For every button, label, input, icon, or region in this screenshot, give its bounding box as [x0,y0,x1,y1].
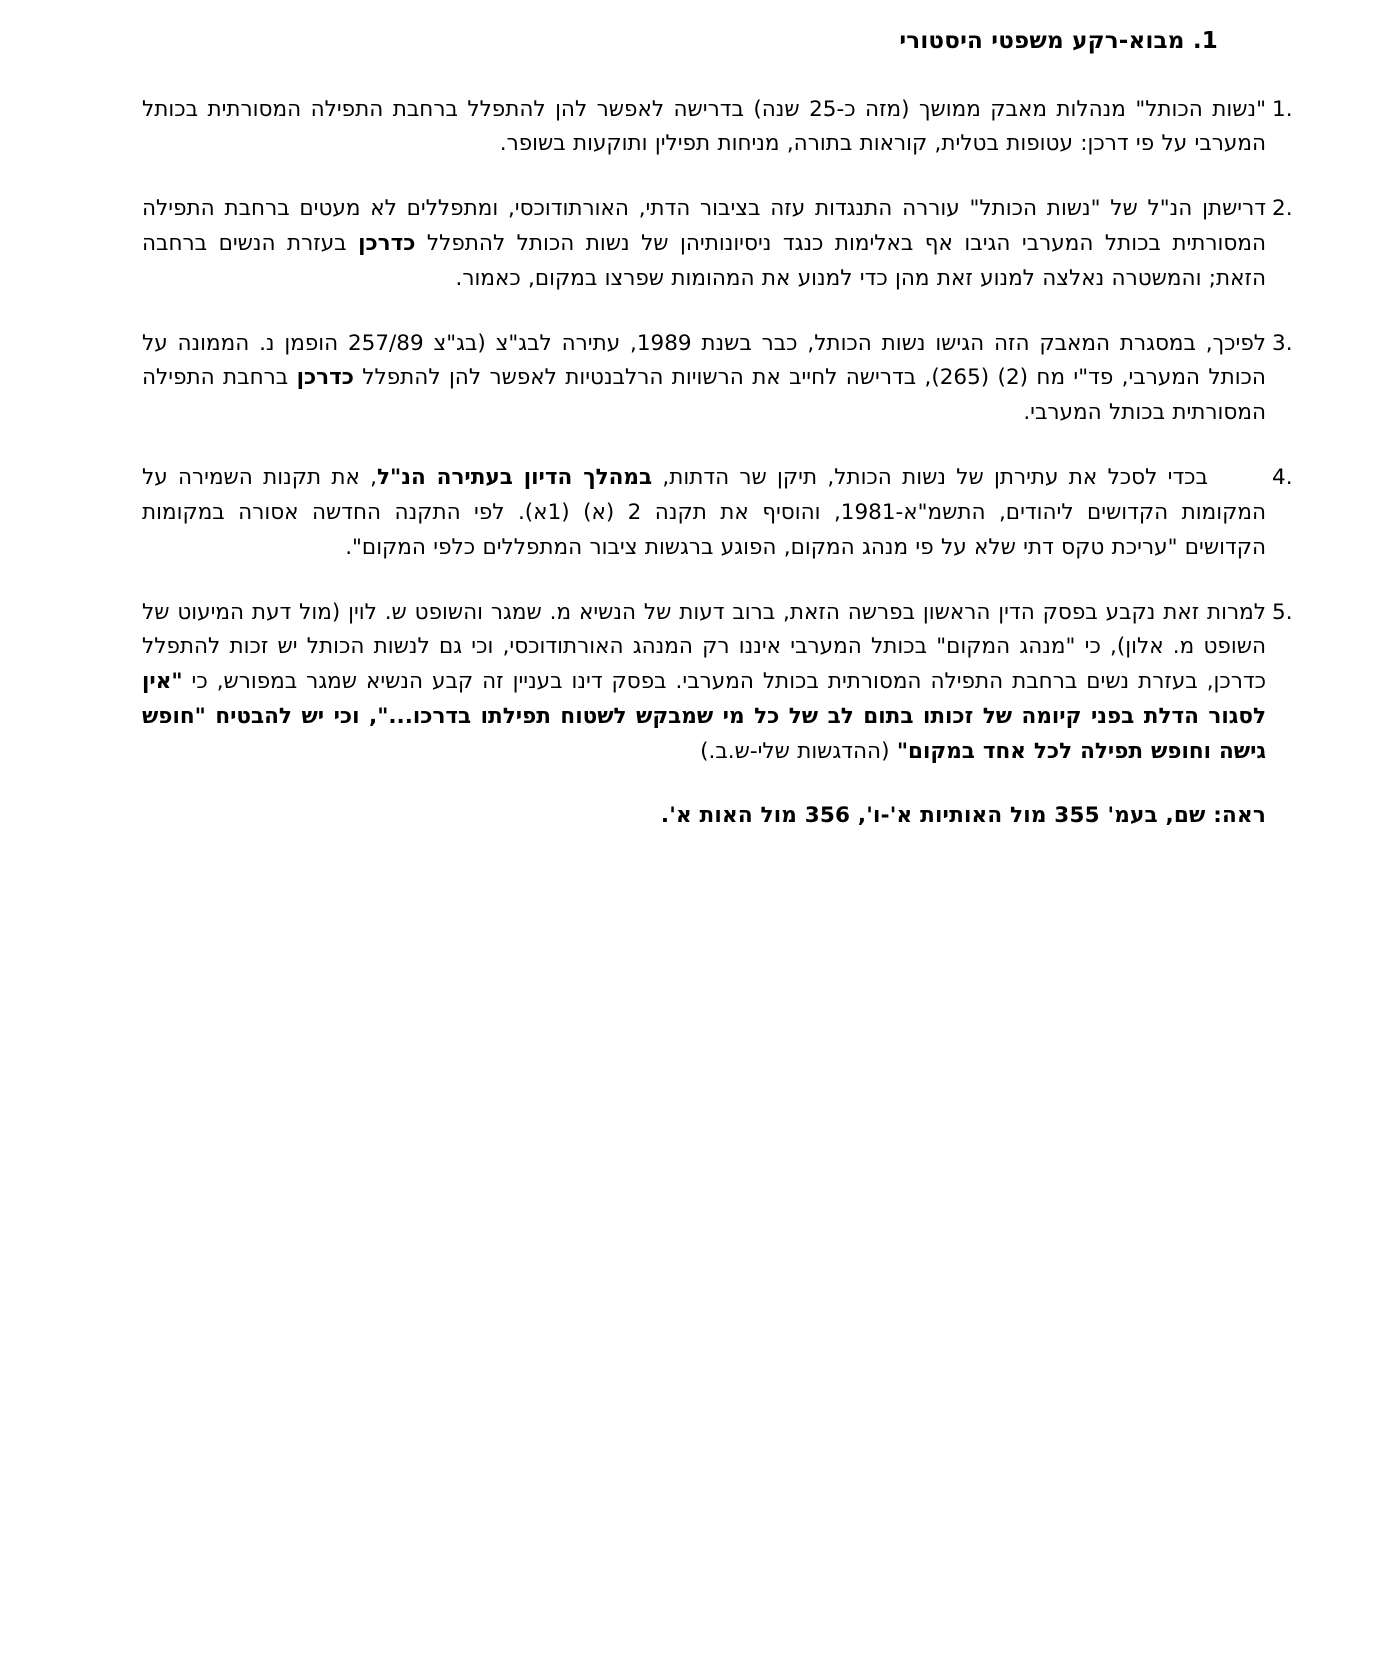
clause-number: .4 [1272,465,1293,491]
clause-item [62,461,1338,565]
clause-list [62,93,1338,770]
clause-text: "נשות הכותל" מנהלות מאבק ממושך (מזה כ-25 שנה) בדרישה לאפשר להן להתפלל ברחבת התפילה המסורתית בכותל המערבי על פי דרכן: עטופות בטלית, קוראות בתורה, מניחות תפילין ותוקעות בשופר. [142,96,1267,157]
emphasis-text: כדרכן [296,365,354,391]
emphasis-text: כדרכן [358,230,416,256]
clause-text: דרישתן הנ"ל של "נשות הכותל" עוררה התנגדות עזה בציבור הדתי, האורתודוכסי, ומתפללים לא מעטים ברחבת התפילה המסורתית בכותל המערבי הגיבו אף באלימות כנגד ניסיונותיהן של נשות הכותל להתפלל כדרכן בעזרת הנשים ברחבה הזאת; והמשטרה נאלצה למנוע זאת מהן כדי למנוע את המהומות שפרצו במקום, כאמור. [142,196,1267,291]
clause-number: .3 [1272,330,1293,356]
clause-item [62,192,1338,296]
clause-item [62,596,1338,770]
page-title: 1. מבוא-רקע משפטי היסטורי [899,28,1218,54]
clause-number: .1 [1272,96,1293,122]
emphasis-text: "אין לסגור הדלת בפני קיומה של זכותו בתום לב של כל מי שמבקש לשטוח תפילתו בדרכו...", וכי יש להבטיח "חופש גישה וחופש תפילה לכל אחד במקום" [142,669,1266,764]
clause-number: .5 [1272,599,1293,625]
clause-text: בכדי לסכל את עתירתן של נשות הכותל, תיקן שר הדתות, במהלך הדיון בעתירה הנ"ל, את תקנות השמירה על המקומות הקדושים ליהודים, התשמ"א-1981, והוסיף את תקנה 2 (א) (1א). לפי התקנה החדשה אסורה במקומות הקדושים "עריכת טקס דתי שלא על פי מנהג המקום, הפוגע ברגשות ציבור המתפללים כלפי המקום". [142,465,1266,560]
clause-number: .2 [1272,196,1293,222]
clause-item [62,327,1338,431]
emphasis-text: במהלך הדיון בעתירה הנ"ל [377,465,653,491]
footer-reference-note: ראה: שם, בעמ' 355 מול האותיות א'-ו', 356 מול האות א'. [660,802,1266,828]
clause-text: לפיכך, במסגרת המאבק הזה הגישו נשות הכותל, כבר בשנת 1989, עתירה לבג"צ (בג"צ 257/89 הופמן נ. הממונה על הכותל המערבי, פד"י מח (2) (265), בדרישה לחייב את הרשויות הרלבנטיות לאפשר להן להתפלל כדרכן ברחבת התפילה המסורתית בכותל המערבי. [142,330,1266,426]
clause-item [62,93,1338,163]
clause-text: למרות זאת נקבע בפסק הדין הראשון בפרשה הזאת, ברוב דעות של הנשיא מ. שמגר והשופט ש. לוין (מול דעת המיעוט של השופט מ. אלון), כי "מנהג המקום" בכותל המערבי איננו רק המנהג האורתודוכסי, וכי גם לנשות הכותל יש זכות להתפלל כדרכן, בעזרת נשים ברחבת התפילה המסורתית בכותל המערבי. בפסק דינו בעניין זה קבע הנשיא שמגר במפורש, כי "אין לסגור הדלת בפני קיומה של זכותו בתום לב של כל מי שמבקש לשטוח תפילתו בדרכו...", וכי יש להבטיח "חופש גישה וחופש תפילה לכל אחד במקום" (ההדגשות שלי-ש.ב.) [142,599,1266,764]
